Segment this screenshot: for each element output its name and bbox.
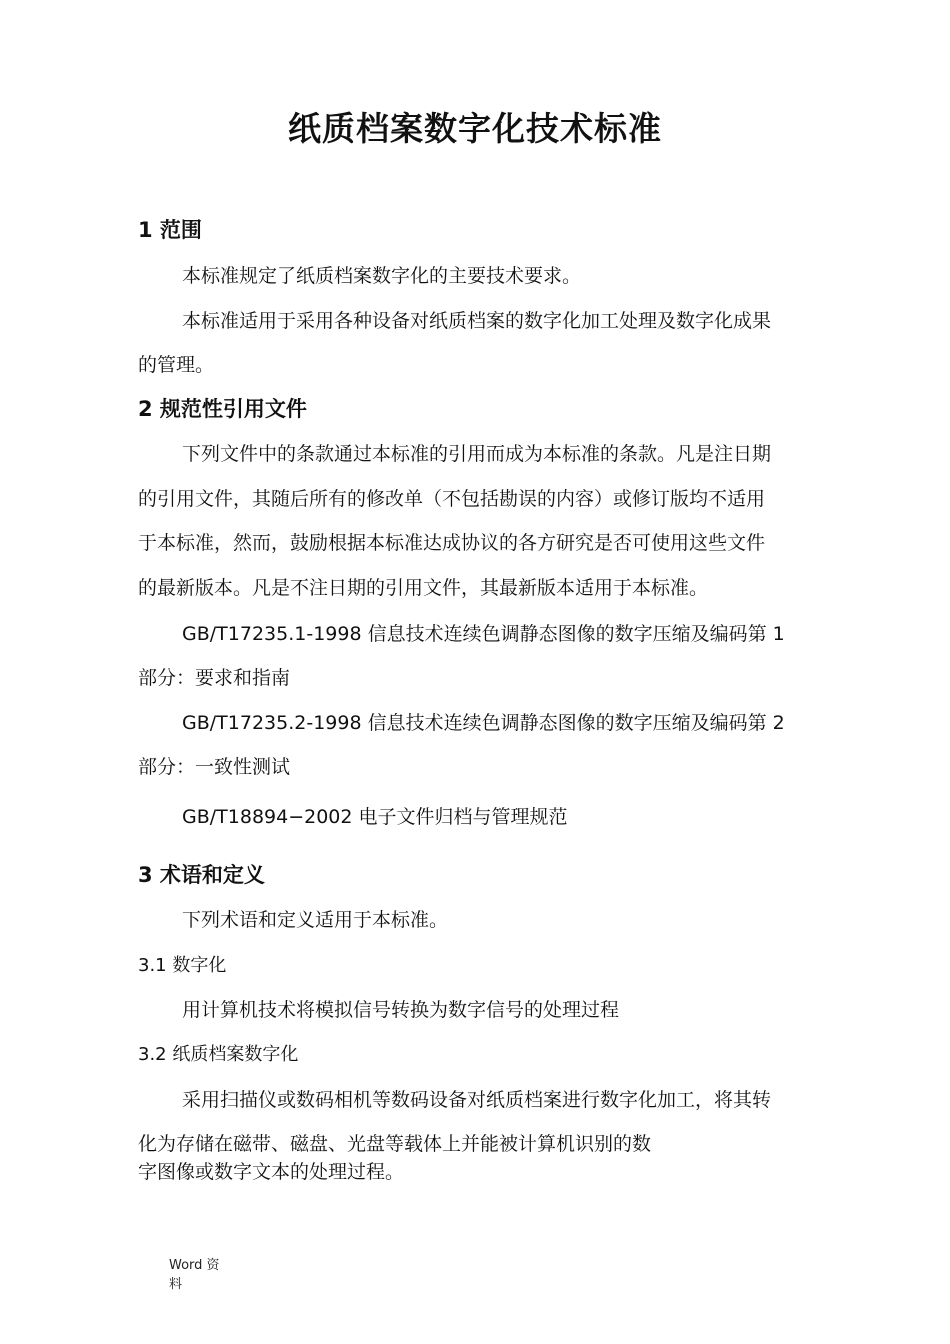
section-2-paragraph-line-3: 于本标准，然而，鼓励根据本标准达成协议的各方研究是否可使用这些文件 [138,532,766,554]
section-1-paragraph-2-line-1: 本标准适用于采用各种设备对纸质档案的数字化加工处理及数字化成果 [182,310,772,332]
term-3-1-heading: 3.1 数字化 [138,955,227,976]
section-2-paragraph-line-4: 的最新版本。凡是不注日期的引用文件，其最新版本适用于本标准。 [138,577,709,599]
page-footer [169,1256,229,1294]
term-3-2-heading: 3.2 纸质档案数字化 [138,1044,299,1065]
term-3-2-definition-line-2: 化为存储在磁带、磁盘、光盘等载体上并能被计算机识别的数 [138,1133,652,1155]
term-3-1-definition: 用计算机技术将模拟信号转换为数字信号的处理过程 [182,999,620,1021]
section-1-paragraph-1: 本标准规定了纸质档案数字化的主要技术要求。 [182,265,582,287]
reference-2-line-2: 部分：一致性测试 [138,756,291,778]
term-3-2-definition-line-3: 字图像或数字文本的处理过程。 [138,1161,405,1183]
section-1-paragraph-2-line-2: 的管理。 [138,354,215,376]
reference-1-line-1: GB/T17235.1-1998 信息技术连续色调静态图像的数字压缩及编码第 1 [182,623,785,645]
reference-3: GB/T18894−2002 电子文件归档与管理规范 [182,806,568,828]
section-3-heading: 3 术语和定义 [138,863,265,887]
term-3-2-definition-line-1: 采用扫描仪或数码相机等数码设备对纸质档案进行数字化加工，将其转 [182,1089,772,1111]
document-title: 纸质档案数字化技术标准 [288,109,662,148]
section-3-intro: 下列术语和定义适用于本标准。 [182,909,449,931]
footer-line-2: 料 [169,1277,183,1292]
footer-line-1: Word 资 [169,1258,220,1273]
reference-1-line-2: 部分：要求和指南 [138,667,291,689]
section-2-paragraph-line-2: 的引用文件，其随后所有的修改单（不包括勘误的内容）或修订版均不适用 [138,488,766,510]
reference-2-line-1: GB/T17235.2-1998 信息技术连续色调静态图像的数字压缩及编码第 2 [182,712,785,734]
section-2-paragraph-line-1: 下列文件中的条款通过本标准的引用而成为本标准的条款。凡是注日期 [182,443,772,465]
section-1-heading: 1 范围 [138,218,202,242]
section-2-heading: 2 规范性引用文件 [138,397,307,421]
